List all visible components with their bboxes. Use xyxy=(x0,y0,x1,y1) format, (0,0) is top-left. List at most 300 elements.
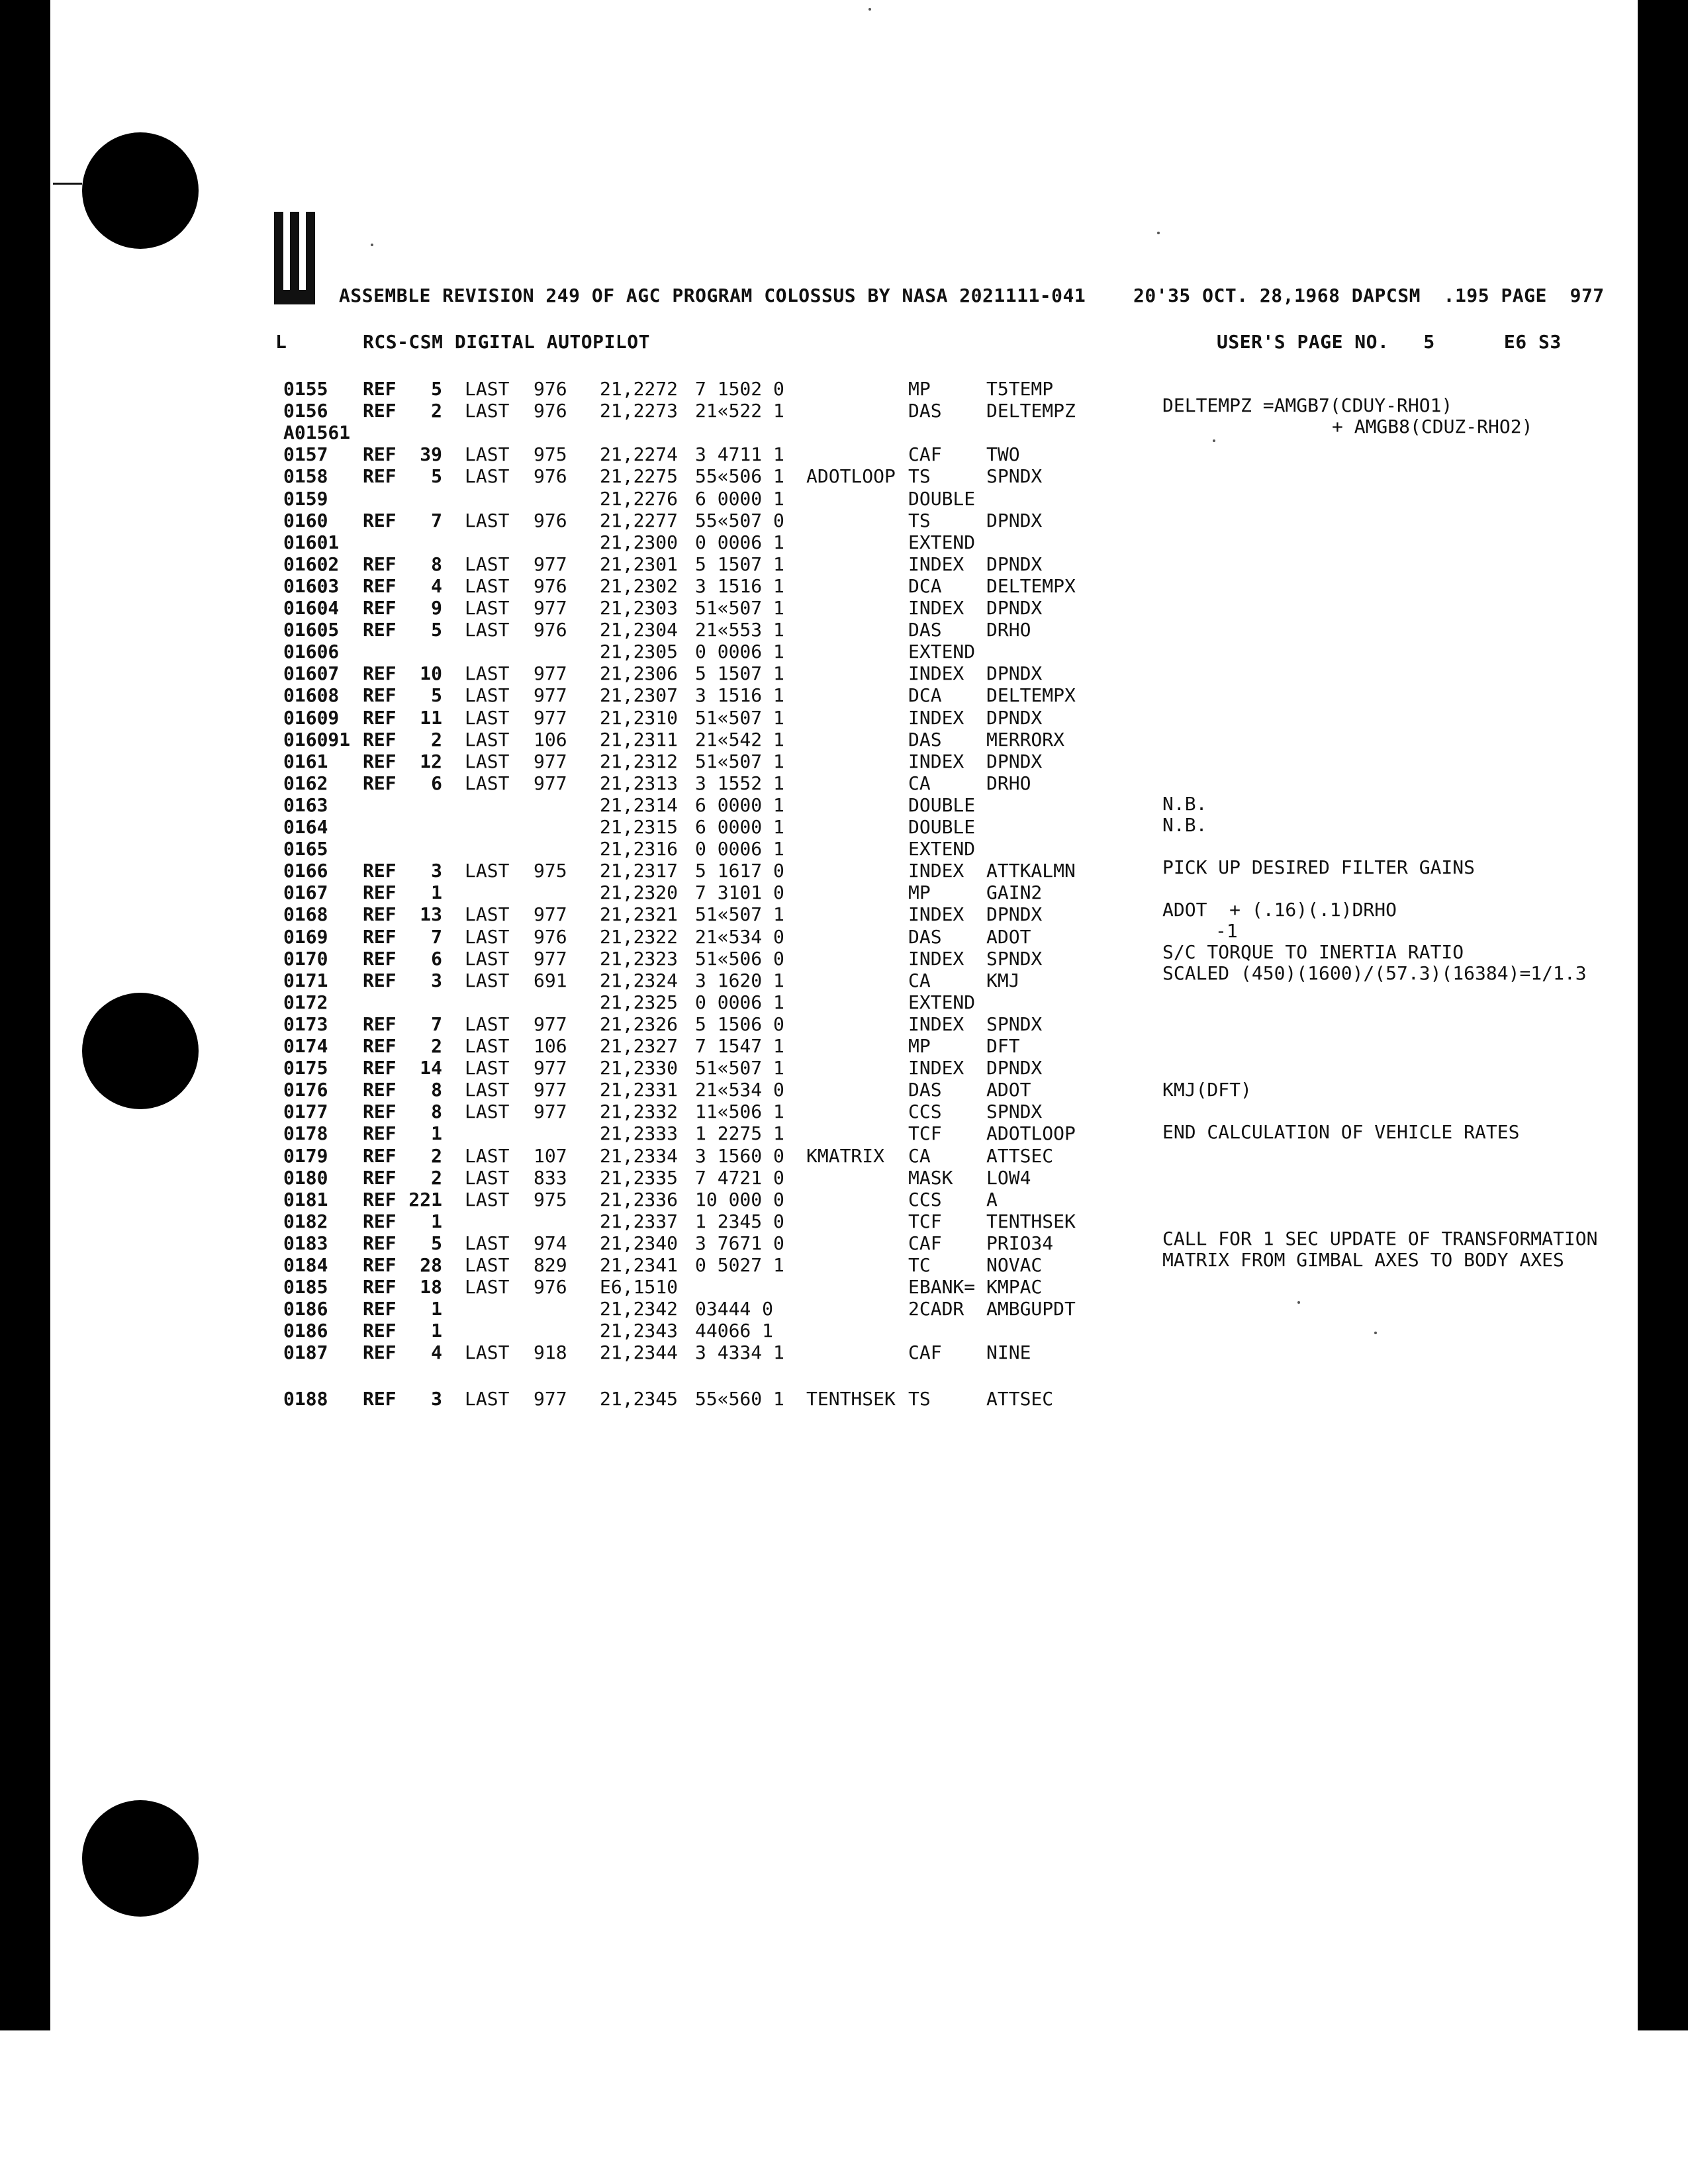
scan-speck xyxy=(868,8,871,11)
comment-call-update-2: MATRIX FROM GIMBAL AXES TO BODY AXES xyxy=(1162,1249,1564,1271)
marker-l: L xyxy=(275,331,287,353)
ref-count-cell: 39 xyxy=(420,443,442,466)
last-cell: LAST xyxy=(465,903,510,926)
page-cell: 833 xyxy=(534,1166,567,1189)
scan-mark xyxy=(53,183,82,185)
ref-cell: REF xyxy=(363,684,397,707)
seq-cell: 0165 xyxy=(283,838,328,860)
opcode-cell: DAS xyxy=(908,925,942,948)
seq-cell: 0178 xyxy=(283,1122,328,1145)
address-cell: 21,2303 xyxy=(600,597,679,619)
ref-cell: REF xyxy=(363,1276,397,1298)
address-cell: 21,2345 xyxy=(600,1387,679,1410)
ref-cell: REF xyxy=(363,1057,397,1079)
scan-border-left xyxy=(0,0,50,2030)
last-cell: LAST xyxy=(465,1013,510,1035)
address-cell: 21,2275 xyxy=(600,465,679,488)
address-cell: 21,2277 xyxy=(600,509,679,531)
opcode-cell: CAF xyxy=(908,1342,942,1364)
word-cell: 51«507 1 xyxy=(695,706,784,729)
ref-cell: REF xyxy=(363,1342,397,1364)
scan-speck xyxy=(371,244,373,246)
operand-cell: ATTSEC xyxy=(986,1144,1054,1167)
ref-count-cell: 9 xyxy=(431,597,442,619)
ref-cell: REF xyxy=(363,969,397,991)
seq-cell: 0170 xyxy=(283,947,328,970)
ref-count-cell: 2 xyxy=(431,1035,442,1057)
page-cell: 977 xyxy=(534,1057,567,1079)
word-cell: 5 1617 0 xyxy=(695,860,784,882)
opcode-cell: MP xyxy=(908,882,931,904)
operand-cell: TWO xyxy=(986,443,1020,466)
ref-cell: REF xyxy=(363,1210,397,1232)
seq-cell: 0177 xyxy=(283,1101,328,1123)
ref-count-cell: 1 xyxy=(431,1320,442,1342)
ref-cell: REF xyxy=(363,400,397,422)
opcode-cell: DAS xyxy=(908,619,942,641)
word-cell: 3 7671 0 xyxy=(695,1232,784,1254)
address-cell: 21,2333 xyxy=(600,1122,679,1145)
ref-cell: REF xyxy=(363,1013,397,1035)
ref-cell: REF xyxy=(363,925,397,948)
page-cell: 977 xyxy=(534,662,567,685)
seq-cell: 0160 xyxy=(283,509,328,531)
seq-cell: 0175 xyxy=(283,1057,328,1079)
seq-cell: 0188 xyxy=(283,1387,328,1410)
page-cell: 977 xyxy=(534,772,567,794)
last-cell: LAST xyxy=(465,1079,510,1101)
last-cell: LAST xyxy=(465,925,510,948)
word-cell: 0 0006 1 xyxy=(695,991,784,1013)
seq-cell: 0183 xyxy=(283,1232,328,1254)
comment-adot-exponent: -1 xyxy=(1215,920,1238,942)
opcode-cell: CA xyxy=(908,969,931,991)
operand-cell: DRHO xyxy=(986,772,1031,794)
page-cell: 977 xyxy=(534,1079,567,1101)
ref-count-cell: 8 xyxy=(431,553,442,575)
opcode-cell: DOUBLE xyxy=(908,816,976,838)
opcode-cell: INDEX xyxy=(908,662,964,685)
operand-cell: ATTSEC xyxy=(986,1387,1054,1410)
seq-cell: 0186 xyxy=(283,1298,328,1320)
page-cell: 976 xyxy=(534,465,567,488)
operand-cell: DPNDX xyxy=(986,706,1043,729)
ref-cell: REF xyxy=(363,1232,397,1254)
ref-cell: REF xyxy=(363,882,397,904)
users-page-line: USER'S PAGE NO. 5 E6 S3 xyxy=(1217,331,1562,353)
seq-cell: 01604 xyxy=(283,597,340,619)
comment-kmj-dft: KMJ(DFT) xyxy=(1162,1079,1252,1101)
seq-cell: 0164 xyxy=(283,816,328,838)
page-cell: 975 xyxy=(534,860,567,882)
seq-cell: 0171 xyxy=(283,969,328,991)
binder-hole-bottom xyxy=(82,1800,199,1917)
opcode-cell: CAF xyxy=(908,1232,942,1254)
word-cell: 55«507 0 xyxy=(695,509,784,531)
word-cell: 7 1547 1 xyxy=(695,1035,784,1057)
word-cell: 0 0006 1 xyxy=(695,838,784,860)
operand-cell: MERRORX xyxy=(986,728,1065,751)
word-cell: 55«506 1 xyxy=(695,465,784,488)
ref-cell: REF xyxy=(363,947,397,970)
comment-adot: ADOT + (.16)(.1)DRHO xyxy=(1162,899,1397,921)
address-cell: 21,2326 xyxy=(600,1013,679,1035)
seq-cell: 01605 xyxy=(283,619,340,641)
opcode-cell: MP xyxy=(908,1035,931,1057)
ref-cell: REF xyxy=(363,597,397,619)
word-cell: 21«534 0 xyxy=(695,925,784,948)
seq-cell: 0173 xyxy=(283,1013,328,1035)
ref-count-cell: 8 xyxy=(431,1101,442,1123)
page-cell: 976 xyxy=(534,378,567,400)
ref-count-cell: 6 xyxy=(431,772,442,794)
ref-cell: REF xyxy=(363,662,397,685)
ref-cell: REF xyxy=(363,1035,397,1057)
ref-count-cell: 4 xyxy=(431,1342,442,1364)
opcode-cell: DOUBLE xyxy=(908,794,976,816)
last-cell: LAST xyxy=(465,750,510,772)
ref-count-cell: 1 xyxy=(431,1298,442,1320)
opcode-cell: DAS xyxy=(908,1079,942,1101)
address-cell: 21,2315 xyxy=(600,816,679,838)
ref-count-cell: 7 xyxy=(431,1013,442,1035)
seq-cell: 0163 xyxy=(283,794,328,816)
opcode-cell: DCA xyxy=(908,574,942,597)
last-cell: LAST xyxy=(465,443,510,466)
operand-cell: NINE xyxy=(986,1342,1031,1364)
address-cell: 21,2340 xyxy=(600,1232,679,1254)
ref-count-cell: 3 xyxy=(431,969,442,991)
opcode-cell: EXTEND xyxy=(908,641,976,663)
page-cell: 106 xyxy=(534,1035,567,1057)
scan-speck xyxy=(1157,232,1160,234)
last-cell: LAST xyxy=(465,1342,510,1364)
comment-torque-ratio: S/C TORQUE TO INERTIA RATIO xyxy=(1162,941,1464,963)
ref-cell: REF xyxy=(363,1387,397,1410)
operand-cell: PRIO34 xyxy=(986,1232,1054,1254)
address-cell: 21,2341 xyxy=(600,1254,679,1276)
ref-count-cell: 5 xyxy=(431,1232,442,1254)
ref-count-cell: 12 xyxy=(420,750,442,772)
seq-cell: 0156 xyxy=(283,400,328,422)
listing-bars-glyph xyxy=(274,212,316,311)
opcode-cell: INDEX xyxy=(908,860,964,882)
seq-cell: 0187 xyxy=(283,1342,328,1364)
page-cell: 977 xyxy=(534,684,567,707)
seq-cell: 0161 xyxy=(283,750,328,772)
opcode-cell: EBANK= xyxy=(908,1276,976,1298)
opcode-cell: TC xyxy=(908,1254,931,1276)
opcode-cell: TCF xyxy=(908,1122,942,1145)
page-cell: 977 xyxy=(534,597,567,619)
operand-cell: DELTEMPZ xyxy=(986,400,1076,422)
last-cell: LAST xyxy=(465,662,510,685)
page-cell: 977 xyxy=(534,1387,567,1410)
opcode-cell: TS xyxy=(908,509,931,531)
word-cell: 21«542 1 xyxy=(695,728,784,751)
operand-cell: AMBGUPDT xyxy=(986,1298,1076,1320)
operand-cell: GAIN2 xyxy=(986,882,1043,904)
ref-count-cell: 5 xyxy=(431,465,442,488)
seq-cell: 0162 xyxy=(283,772,328,794)
ref-count-cell: 3 xyxy=(431,1387,442,1410)
seq-cell: 0169 xyxy=(283,925,328,948)
operand-cell: DPNDX xyxy=(986,750,1043,772)
last-cell: LAST xyxy=(465,1166,510,1189)
word-cell: 1 2275 1 xyxy=(695,1122,784,1145)
comment-nb-2: N.B. xyxy=(1162,814,1207,836)
ref-cell: REF xyxy=(363,574,397,597)
last-cell: LAST xyxy=(465,574,510,597)
opcode-cell: TS xyxy=(908,1387,931,1410)
seq-cell: 0159 xyxy=(283,487,328,510)
last-cell: LAST xyxy=(465,684,510,707)
address-cell: 21,2327 xyxy=(600,1035,679,1057)
word-cell: 6 0000 1 xyxy=(695,487,784,510)
operand-cell: KMPAC xyxy=(986,1276,1043,1298)
address-cell: 21,2332 xyxy=(600,1101,679,1123)
address-cell: 21,2305 xyxy=(600,641,679,663)
seq-cell: 01603 xyxy=(283,574,340,597)
word-cell: 5 1507 1 xyxy=(695,662,784,685)
seq-cell: 0174 xyxy=(283,1035,328,1057)
address-cell: 21,2273 xyxy=(600,400,679,422)
ref-cell: REF xyxy=(363,1144,397,1167)
operand-cell: DELTEMPX xyxy=(986,684,1076,707)
word-cell: 0 0006 1 xyxy=(695,531,784,553)
last-cell: LAST xyxy=(465,553,510,575)
operand-cell: TENTHSEK xyxy=(986,1210,1076,1232)
last-cell: LAST xyxy=(465,860,510,882)
address-cell: 21,2344 xyxy=(600,1342,679,1364)
seq-cell: 0180 xyxy=(283,1166,328,1189)
ref-count-cell: 1 xyxy=(431,1122,442,1145)
address-cell: 21,2311 xyxy=(600,728,679,751)
ref-count-cell: 221 xyxy=(408,1188,442,1210)
comment-deltempz-2: + AMGB8(CDUZ-RHO2) xyxy=(1332,416,1533,437)
ref-count-cell: 2 xyxy=(431,728,442,751)
scan-border-right xyxy=(1638,0,1688,2030)
address-cell: 21,2310 xyxy=(600,706,679,729)
opcode-cell: CA xyxy=(908,1144,931,1167)
page-cell: 975 xyxy=(534,1188,567,1210)
word-cell: 44066 1 xyxy=(695,1320,774,1342)
word-cell: 21«553 1 xyxy=(695,619,784,641)
last-cell: LAST xyxy=(465,1254,510,1276)
page-cell: 977 xyxy=(534,750,567,772)
ref-count-cell: 13 xyxy=(420,903,442,926)
last-cell: LAST xyxy=(465,728,510,751)
address-cell: 21,2324 xyxy=(600,969,679,991)
opcode-cell: 2CADR xyxy=(908,1298,964,1320)
seq-cell: 0185 xyxy=(283,1276,328,1298)
last-cell: LAST xyxy=(465,969,510,991)
opcode-cell: INDEX xyxy=(908,903,964,926)
word-cell: 0 0006 1 xyxy=(695,641,784,663)
opcode-cell: DAS xyxy=(908,400,942,422)
ref-cell: REF xyxy=(363,903,397,926)
ref-count-cell: 5 xyxy=(431,684,442,707)
opcode-cell: TCF xyxy=(908,1210,942,1232)
operand-cell: SPNDX xyxy=(986,1101,1043,1123)
address-cell: 21,2314 xyxy=(600,794,679,816)
operand-cell: DELTEMPX xyxy=(986,574,1076,597)
seq-cell: 0167 xyxy=(283,882,328,904)
address-cell: 21,2312 xyxy=(600,750,679,772)
seq-cell: 0168 xyxy=(283,903,328,926)
page-cell: 976 xyxy=(534,1276,567,1298)
seq-cell: 0182 xyxy=(283,1210,328,1232)
operand-cell: DPNDX xyxy=(986,553,1043,575)
page-cell: 977 xyxy=(534,553,567,575)
page-cell: 976 xyxy=(534,400,567,422)
seq-cell: 0157 xyxy=(283,443,328,466)
seq-cell: 01608 xyxy=(283,684,340,707)
address-cell: 21,2322 xyxy=(600,925,679,948)
operand-cell: KMJ xyxy=(986,969,1020,991)
opcode-cell: CA xyxy=(908,772,931,794)
address-cell: 21,2306 xyxy=(600,662,679,685)
timestamp-line: 20'35 OCT. 28,1968 DAPCSM .195 PAGE 977 xyxy=(1133,285,1605,306)
opcode-cell: CAF xyxy=(908,443,942,466)
word-cell: 51«507 1 xyxy=(695,903,784,926)
ref-count-cell: 2 xyxy=(431,1166,442,1189)
opcode-cell: MASK xyxy=(908,1166,953,1189)
page-cell: 976 xyxy=(534,574,567,597)
last-cell: LAST xyxy=(465,1387,510,1410)
word-cell: 51«507 1 xyxy=(695,1057,784,1079)
ref-count-cell: 8 xyxy=(431,1079,442,1101)
operand-cell: T5TEMP xyxy=(986,378,1054,400)
comment-scaled: SCALED (450)(1600)/(57.3)(16384)=1/1.3 xyxy=(1162,962,1587,984)
page-cell: 106 xyxy=(534,728,567,751)
address-cell: 21,2313 xyxy=(600,772,679,794)
scan-speck xyxy=(1374,1332,1377,1334)
address-cell: 21,2304 xyxy=(600,619,679,641)
word-cell: 10 000 0 xyxy=(695,1188,784,1210)
comment-end-calculation: END CALCULATION OF VEHICLE RATES xyxy=(1162,1121,1520,1143)
last-cell: LAST xyxy=(465,1276,510,1298)
page-cell: 977 xyxy=(534,706,567,729)
opcode-cell: EXTEND xyxy=(908,531,976,553)
ref-cell: REF xyxy=(363,1254,397,1276)
word-cell: 5 1506 0 xyxy=(695,1013,784,1035)
word-cell: 1 2345 0 xyxy=(695,1210,784,1232)
page-cell: 975 xyxy=(534,443,567,466)
opcode-cell: DAS xyxy=(908,728,942,751)
seq-cell: 0158 xyxy=(283,465,328,488)
ref-cell: REF xyxy=(363,1079,397,1101)
ref-cell: REF xyxy=(363,465,397,488)
page-cell: 107 xyxy=(534,1144,567,1167)
page-cell: 918 xyxy=(534,1342,567,1364)
opcode-cell: INDEX xyxy=(908,1057,964,1079)
ref-count-cell: 2 xyxy=(431,1144,442,1167)
operand-cell: DFT xyxy=(986,1035,1020,1057)
operand-cell: SPNDX xyxy=(986,465,1043,488)
ref-count-cell: 6 xyxy=(431,947,442,970)
operand-cell: ATTKALMN xyxy=(986,860,1076,882)
ref-cell: REF xyxy=(363,378,397,400)
address-cell: 21,2321 xyxy=(600,903,679,926)
ref-count-cell: 14 xyxy=(420,1057,442,1079)
seq-cell: 0186 xyxy=(283,1320,328,1342)
ref-cell: REF xyxy=(363,553,397,575)
opcode-cell: TS xyxy=(908,465,931,488)
operand-cell: A xyxy=(986,1188,998,1210)
opcode-cell: INDEX xyxy=(908,750,964,772)
operand-cell: ADOTLOOP xyxy=(986,1122,1076,1145)
ref-count-cell: 1 xyxy=(431,1210,442,1232)
seq-cell: 01609 xyxy=(283,706,340,729)
word-cell: 51«507 1 xyxy=(695,597,784,619)
seq-cell: 01607 xyxy=(283,662,340,685)
binder-hole-top xyxy=(82,132,199,249)
ref-count-cell: 4 xyxy=(431,574,442,597)
word-cell: 0 5027 1 xyxy=(695,1254,784,1276)
opcode-cell: INDEX xyxy=(908,553,964,575)
comment-nb-1: N.B. xyxy=(1162,793,1207,815)
address-cell: 21,2343 xyxy=(600,1320,679,1342)
ref-count-cell: 2 xyxy=(431,400,442,422)
last-cell: LAST xyxy=(465,1144,510,1167)
word-cell: 7 4721 0 xyxy=(695,1166,784,1189)
binder-hole-middle xyxy=(82,993,199,1109)
opcode-cell: INDEX xyxy=(908,706,964,729)
label-cell: KMATRIX xyxy=(806,1144,885,1167)
last-cell: LAST xyxy=(465,400,510,422)
last-cell: LAST xyxy=(465,1188,510,1210)
scan-speck xyxy=(1213,439,1215,442)
last-cell: LAST xyxy=(465,947,510,970)
opcode-cell: CCS xyxy=(908,1101,942,1123)
address-cell: E6,1510 xyxy=(600,1276,679,1298)
ref-cell: REF xyxy=(363,509,397,531)
last-cell: LAST xyxy=(465,1057,510,1079)
ref-count-cell: 28 xyxy=(420,1254,442,1276)
ref-cell: REF xyxy=(363,1188,397,1210)
word-cell: 7 1502 0 xyxy=(695,378,784,400)
word-cell: 51«507 1 xyxy=(695,750,784,772)
ref-cell: REF xyxy=(363,860,397,882)
operand-cell: DPNDX xyxy=(986,662,1043,685)
last-cell: LAST xyxy=(465,1232,510,1254)
seq-cell: 0166 xyxy=(283,860,328,882)
operand-cell: SPNDX xyxy=(986,1013,1043,1035)
opcode-cell: INDEX xyxy=(908,1013,964,1035)
word-cell: 21«522 1 xyxy=(695,400,784,422)
ref-count-cell: 7 xyxy=(431,925,442,948)
ref-count-cell: 10 xyxy=(420,662,442,685)
ref-cell: REF xyxy=(363,1122,397,1145)
operand-cell: NOVAC xyxy=(986,1254,1043,1276)
word-cell: 3 1620 1 xyxy=(695,969,784,991)
address-cell: 21,2330 xyxy=(600,1057,679,1079)
ref-cell: REF xyxy=(363,443,397,466)
comment-filter-gains: PICK UP DESIRED FILTER GAINS xyxy=(1162,856,1476,878)
seq-cell: 01601 xyxy=(283,531,340,553)
label-cell: ADOTLOOP xyxy=(806,465,896,488)
word-cell: 3 1516 1 xyxy=(695,574,784,597)
opcode-cell: DOUBLE xyxy=(908,487,976,510)
ref-count-cell: 5 xyxy=(431,619,442,641)
word-cell: 3 1516 1 xyxy=(695,684,784,707)
last-cell: LAST xyxy=(465,1035,510,1057)
address-cell: 21,2274 xyxy=(600,443,679,466)
word-cell: 21«534 0 xyxy=(695,1079,784,1101)
word-cell: 6 0000 1 xyxy=(695,794,784,816)
last-cell: LAST xyxy=(465,509,510,531)
